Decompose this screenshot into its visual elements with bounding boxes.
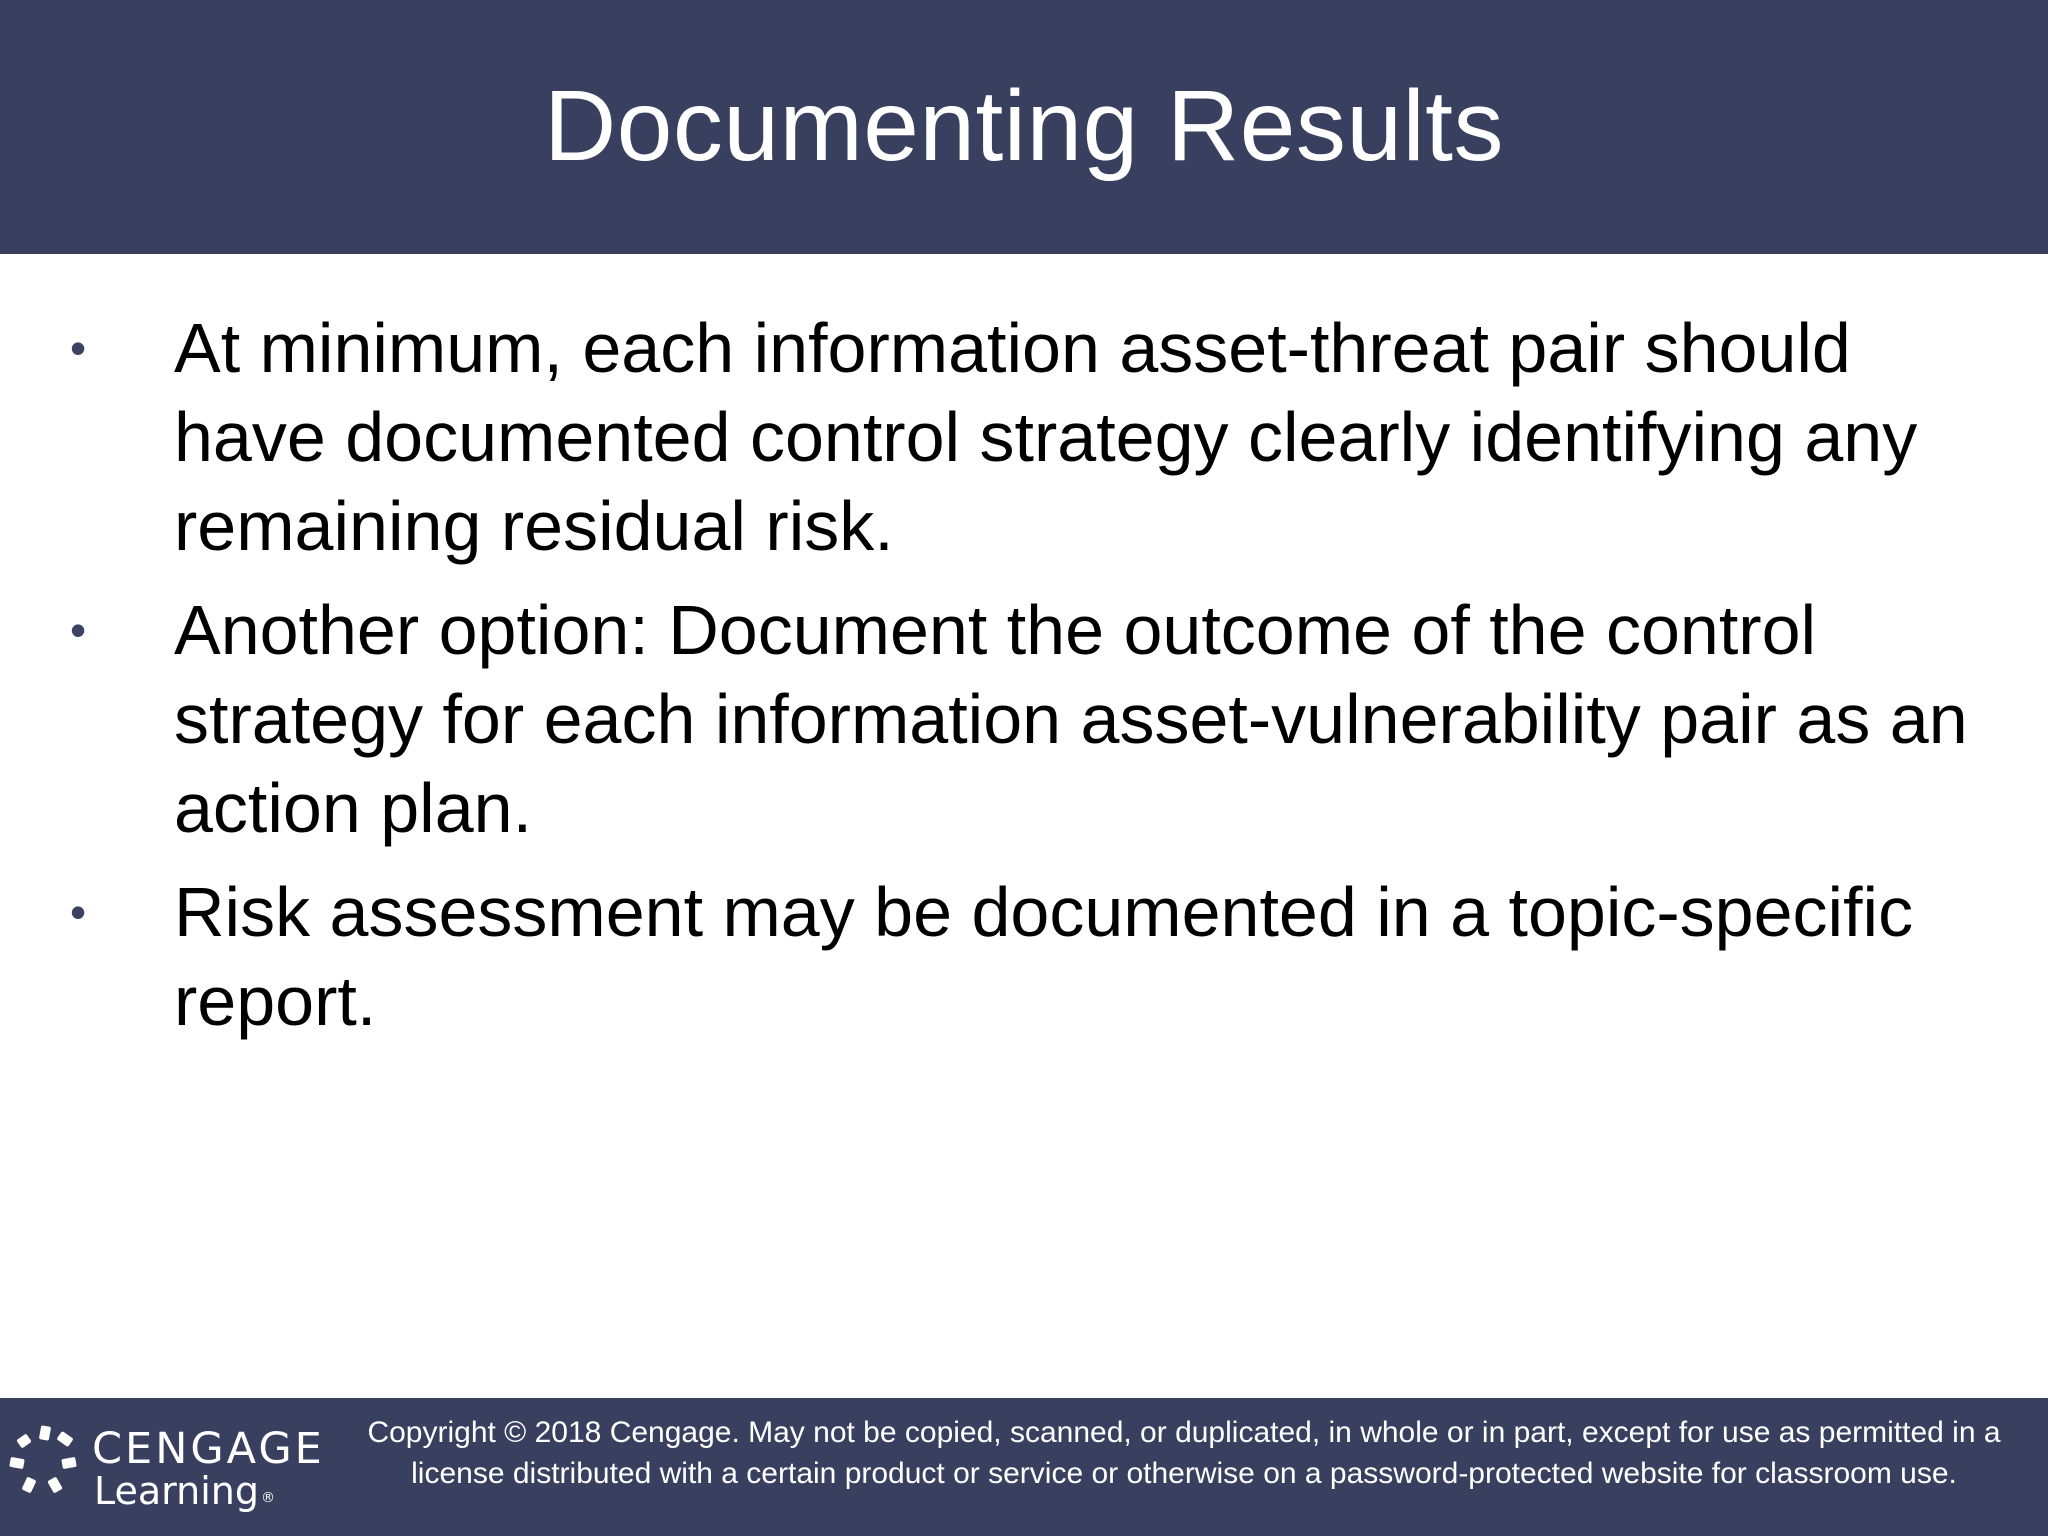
title-bar (0, 0, 2048, 254)
bullet-item (0, 304, 2048, 571)
cengage-star-icon (6, 1424, 86, 1504)
bullet-icon: • (70, 886, 87, 938)
logo-wordmark-learning (94, 1468, 275, 1521)
bullet-text: At minimum, each information asset-threat pair should have documented control strategy clearly identifying any remaining residual risk. (174, 309, 1918, 565)
bullet-icon: • (70, 322, 87, 374)
cengage-logo (6, 1424, 325, 1524)
bullet-text: Risk assessment may be documented in a topic-specific report. (174, 873, 1914, 1040)
copyright-notice: Copyright © 2018 Cengage. May not be copied, scanned, or duplicated, in whole or in part, except for use as permitted in a license distributed with a certain product or service or otherwise on a password-protected website for classroom use. (367, 1416, 2001, 1490)
bullet-item (0, 868, 2048, 1046)
slide-body (0, 304, 2048, 1061)
bullet-list (0, 304, 2048, 1046)
slide-title: Documenting Results (544, 70, 1504, 182)
logo-trademark: ® (260, 1490, 275, 1506)
logo-learning-text: Learning (94, 1469, 259, 1513)
footer-bar (0, 1398, 2048, 1536)
logo-wordmark-cengage: CENGAGE (92, 1424, 325, 1474)
bullet-icon: • (70, 604, 87, 656)
bullet-text: Another option: Document the outcome of the control strategy for each information asset-vulnerability pair as an action plan. (174, 591, 1968, 847)
bullet-item (0, 586, 2048, 853)
